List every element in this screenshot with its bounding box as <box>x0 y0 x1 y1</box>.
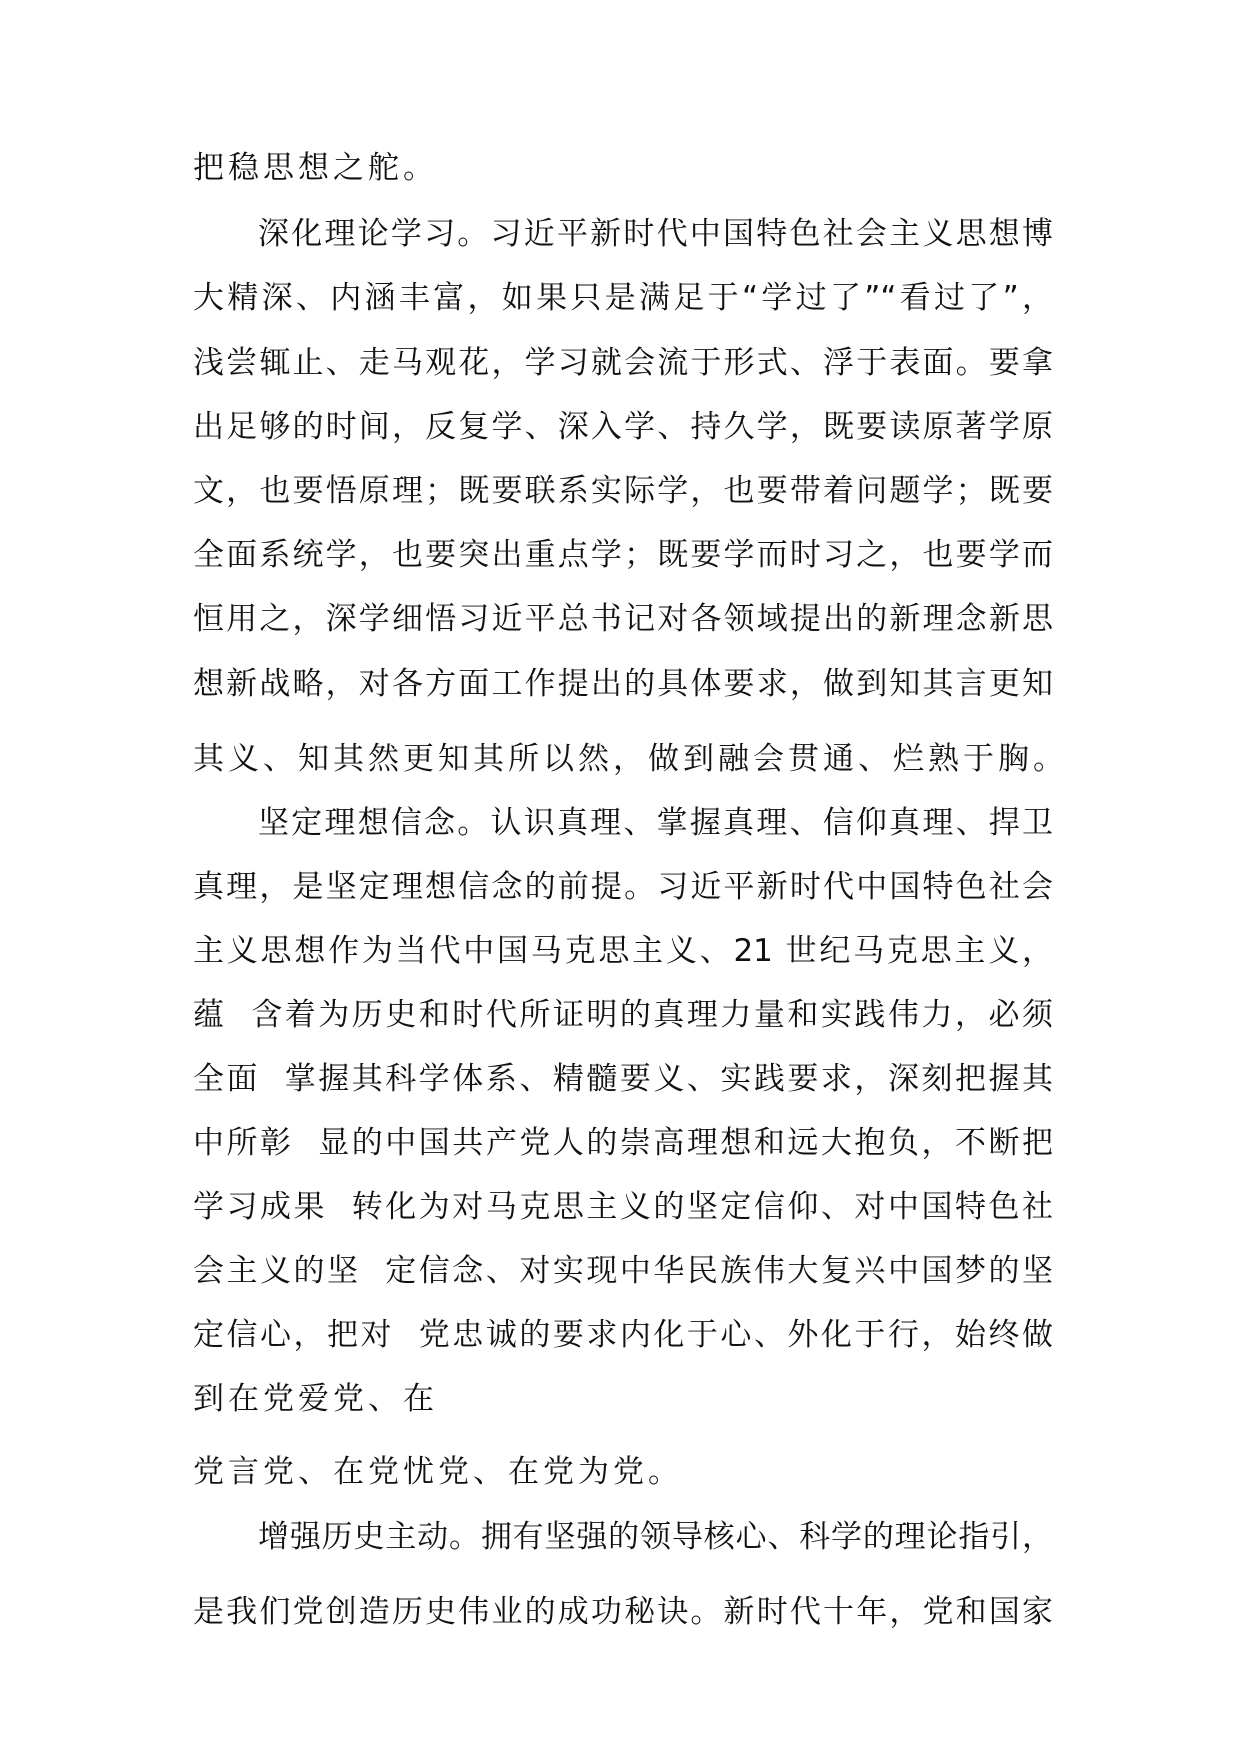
text-line: 会主义的坚 定信念、对实现中华民族伟大复兴中国梦的坚 <box>193 1253 1053 1289</box>
text-line: 把稳思想之舵。 <box>193 150 438 186</box>
text-line: 定信心，把对 党忠诚的要求内化于心、外化于行，始终做 <box>193 1317 1053 1353</box>
text-line: 党言党、在党忧党、在党为党。 <box>193 1454 683 1490</box>
text-line: 真理，是坚定理想信念的前提。习近平新时代中国特色社会 <box>193 869 1053 905</box>
text-line: 其义、知其然更知其所以然，做到融会贯通、烂熟于胸。 <box>193 741 1068 777</box>
text-line: 是我们党创造历史伟业的成功秘诀。新时代十年，党和国家 <box>193 1594 1053 1630</box>
text-line: 到在党爱党、在 <box>193 1381 438 1417</box>
text-line: 全面系统学，也要突出重点学；既要学而时习之，也要学而 <box>193 537 1053 573</box>
text-line: 浅尝辄止、走马观花，学习就会流于形式、浮于表面。要拿 <box>193 345 1053 381</box>
text-line: 主义思想作为当代中国马克思主义、21 世纪马克思主义， <box>193 933 1053 969</box>
text-line: 文，也要悟原理；既要联系实际学，也要带着问题学；既要 <box>193 473 1053 509</box>
text-line: 恒用之，深学细悟习近平总书记对各领域提出的新理念新思 <box>193 601 1053 637</box>
paragraph-first-line: 增强历史主动。拥有坚强的领导核心、科学的理论指引， <box>258 1519 1053 1555</box>
text-line: 想新战略，对各方面工作提出的具体要求，做到知其言更知 <box>193 666 1053 702</box>
text-line: 出足够的时间，反复学、深入学、持久学，既要读原著学原 <box>193 409 1053 445</box>
text-line: 学习成果 转化为对马克思主义的坚定信仰、对中国特色社 <box>193 1189 1053 1225</box>
paragraph-first-line: 坚定理想信念。认识真理、掌握真理、信仰真理、捍卫 <box>258 805 1053 841</box>
text-line: 大精深、内涵丰富，如果只是满足于“学过了”“看过了”， <box>193 280 1053 316</box>
paragraph-first-line: 深化理论学习。习近平新时代中国特色社会主义思想博 <box>258 216 1053 252</box>
text-line: 全面 掌握其科学体系、精髓要义、实践要求，深刻把握其 <box>193 1061 1053 1097</box>
text-line: 蕴 含着为历史和时代所证明的真理力量和实践伟力，必须 <box>193 997 1053 1033</box>
text-line: 中所彰 显的中国共产党人的崇高理想和远大抱负，不断把 <box>193 1125 1053 1161</box>
